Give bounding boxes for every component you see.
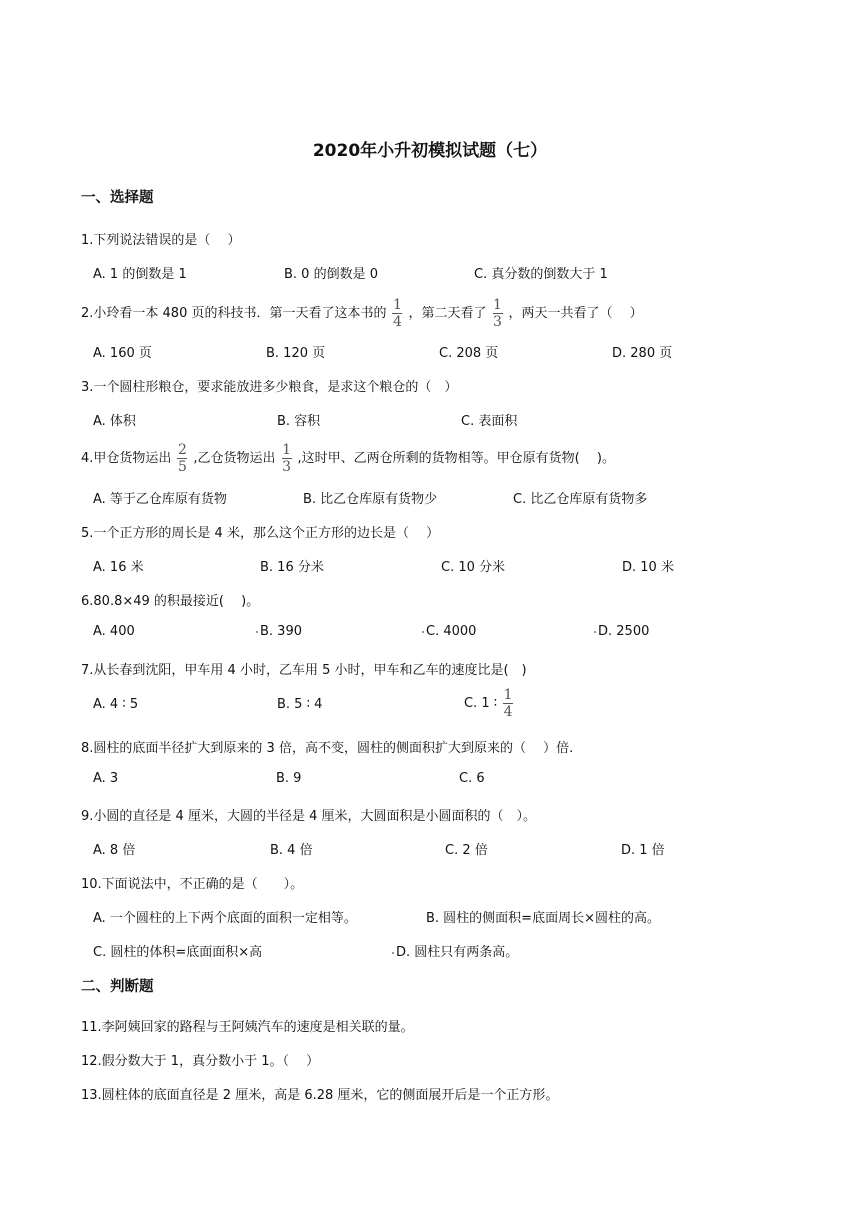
q5-option-b: B. 16 分米 [260, 560, 324, 575]
q5-option-d: D. 10 米 [622, 560, 674, 575]
q8-option-b: B. 9 [276, 771, 302, 786]
q1-option-a: A. 1 的倒数是 1 [93, 267, 187, 282]
question-8: 8.圆柱的底面半径扩大到原来的 3 倍，高不变，圆柱的侧面积扩大到原来的（ ）倍. [81, 741, 574, 756]
q5-option-c: C. 10 分米 [441, 560, 506, 575]
q2-option-c: C. 208 页 [439, 346, 499, 361]
q5-option-a: A. 16 米 [93, 560, 144, 575]
fraction: $\frac{2}{5}$ [177, 442, 187, 475]
section-heading-choice: 一、选择题 [81, 190, 154, 206]
question-12: 12.假分数大于 1，真分数小于 1。（ ） [81, 1054, 320, 1069]
fraction: $\frac{1}{4}$ [503, 687, 513, 720]
q4-option-c: C. 比乙仓库原有货物多 [513, 492, 648, 507]
q1-option-c: C. 真分数的倒数大于 1 [474, 267, 608, 282]
q6-option-a: A. 400 [93, 624, 135, 639]
q6-option-d: D. 2500 [594, 624, 649, 639]
q7-option-b: B. 5 ∶ 4 [277, 697, 323, 712]
q8-option-c: C. 6 [459, 771, 485, 786]
question-13: 13.圆柱体的底面直径是 2 厘米，高是 6.28 厘米，它的侧面展开后是一个正方形。 [81, 1088, 559, 1103]
q2-option-b: B. 120 页 [266, 346, 326, 361]
question-11: 11.李阿姨回家的路程与王阿姨汽车的速度是相关联的量。 [81, 1020, 414, 1035]
q2-option-a: A. 160 页 [93, 346, 152, 361]
q3-option-c: C. 表面积 [461, 414, 518, 429]
q4-option-b: B. 比乙仓库原有货物少 [303, 492, 438, 507]
section-heading-judgement: 二、判断题 [81, 979, 154, 995]
q6-option-c: C. 4000 [422, 624, 476, 639]
q4-text-mid: ,乙仓货物运出 [193, 451, 276, 466]
fraction: $\frac{1}{3}$ [493, 297, 502, 330]
q7-option-c: C. 1 ∶ $\frac{1}{4}$ [464, 687, 513, 720]
q9-option-d: D. 1 倍 [621, 843, 665, 858]
q2-text-mid: ，第二天看了 [408, 306, 487, 321]
fraction: $\frac{1}{3}$ [282, 442, 291, 475]
fraction: $\frac{1}{4}$ [393, 297, 402, 330]
q9-option-b: B. 4 倍 [270, 843, 313, 858]
q10-option-d: D. 圆柱只有两条高。 [392, 941, 518, 960]
question-2 [81, 298, 643, 329]
question-10: 10.下面说法中，不正确的是（ ）。 [81, 877, 304, 892]
q2-text-pre: 2.小玲看一本 480 页的科技书．第一天看了这本书的 [81, 306, 387, 321]
page-title: 2020年小升初模拟试题（七） [312, 141, 548, 161]
q6-option-b: B. 390 [256, 624, 302, 639]
q10-option-b: B. 圆柱的侧面积=底面周长×圆柱的高。 [426, 911, 660, 926]
q8-option-a: A. 3 [93, 771, 119, 786]
question-3: 3.一个圆柱形粮仓，要求能放进多少粮食，是求这个粮仓的（ ） [81, 380, 458, 395]
q10-option-c: C. 圆柱的体积=底面面积×高 [93, 945, 263, 960]
q4-option-a: A. 等于乙仓库原有货物 [93, 492, 227, 507]
question-1: 1.下列说法错误的是（ ） [81, 233, 241, 248]
q10-option-a: A. 一个圆柱的上下两个底面的面积一定相等。 [93, 911, 357, 926]
q3-option-b: B. 容积 [277, 414, 321, 429]
question-4 [81, 443, 615, 474]
q2-option-d: D. 280 页 [612, 346, 673, 361]
q1-option-b: B. 0 的倒数是 0 [284, 267, 378, 282]
question-7: 7.从长春到沈阳，甲车用 4 小时，乙车用 5 小时，甲车和乙车的速度比是( ) [81, 663, 527, 678]
q4-text-pre: 4.甲仓货物运出 [81, 451, 172, 466]
question-6: 6.80.8×49 的积最接近( )。 [81, 594, 260, 609]
q9-option-a: A. 8 倍 [93, 843, 136, 858]
q7-option-a: A. 4 ∶ 5 [93, 697, 139, 712]
q4-text-post: ,这时甲、乙两仓所剩的货物相等。甲仓原有货物( )。 [297, 451, 615, 466]
question-9: 9.小圆的直径是 4 厘米，大圆的半径是 4 厘米，大圆面积是小圆面积的（ ）。 [81, 809, 536, 824]
question-5: 5.一个正方形的周长是 4 米，那么这个正方形的边长是（ ） [81, 526, 440, 541]
q2-text-post: ，两天一共看了（ ） [508, 306, 643, 321]
q9-option-c: C. 2 倍 [445, 843, 488, 858]
q3-option-a: A. 体积 [93, 414, 136, 429]
